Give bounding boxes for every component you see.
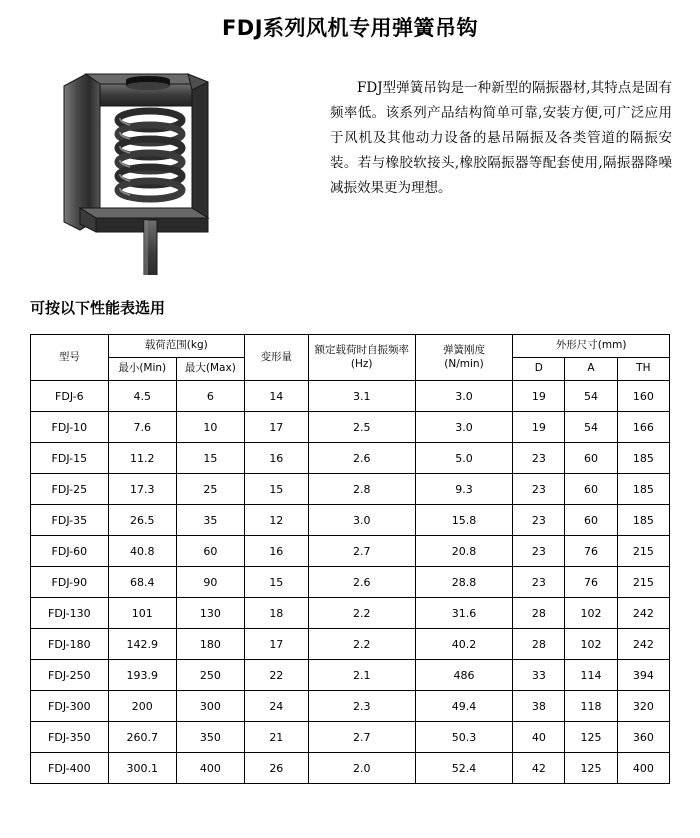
- cell-model: FDJ-180: [31, 629, 109, 660]
- cell-dim-d: 23: [513, 536, 565, 567]
- cell-dim-th: 360: [617, 722, 669, 753]
- cell-dim-d: 23: [513, 443, 565, 474]
- cell-deflection: 14: [244, 381, 308, 412]
- cell-frequency: 2.1: [308, 660, 415, 691]
- cell-load-min: 7.6: [108, 412, 176, 443]
- spring-hanger-icon: [26, 60, 326, 275]
- header-dim-th: TH: [617, 358, 669, 381]
- cell-frequency: 2.6: [308, 443, 415, 474]
- cell-dim-a: 102: [565, 598, 617, 629]
- cell-dim-th: 242: [617, 629, 669, 660]
- cell-dim-th: 160: [617, 381, 669, 412]
- cell-dim-a: 125: [565, 753, 617, 784]
- intro-paragraph: FDJ型弹簧吊钩是一种新型的隔振器材,其特点是固有频率低。该系列产品结构简单可靠,安装方便,可广泛应用于风机及其他动力设备的悬吊隔振及各类管道的隔振安装。若与橡胶软接头,橡胶隔振器等配套使用,隔振器降噪减振效果更为理想。: [330, 80, 672, 196]
- cell-dim-a: 118: [565, 691, 617, 722]
- cell-load-min: 260.7: [108, 722, 176, 753]
- cell-stiffness: 15.8: [415, 505, 513, 536]
- cell-dim-d: 38: [513, 691, 565, 722]
- spec-table-body: [31, 381, 670, 784]
- cell-dim-a: 54: [565, 412, 617, 443]
- cell-load-max: 300: [176, 691, 244, 722]
- cell-deflection: 26: [244, 753, 308, 784]
- cell-stiffness: 50.3: [415, 722, 513, 753]
- cell-dim-d: 33: [513, 660, 565, 691]
- cell-dim-th: 320: [617, 691, 669, 722]
- header-load-min: 最小(Min): [108, 358, 176, 381]
- cell-deflection: 15: [244, 567, 308, 598]
- cell-dim-a: 60: [565, 505, 617, 536]
- cell-load-min: 26.5: [108, 505, 176, 536]
- cell-stiffness: 28.8: [415, 567, 513, 598]
- cell-deflection: 18: [244, 598, 308, 629]
- cell-deflection: 21: [244, 722, 308, 753]
- cell-load-min: 200: [108, 691, 176, 722]
- cell-stiffness: 31.6: [415, 598, 513, 629]
- cell-dim-th: 185: [617, 474, 669, 505]
- header-frequency-line2: (Hz): [350, 357, 373, 370]
- table-row: [31, 722, 670, 753]
- cell-load-min: 17.3: [108, 474, 176, 505]
- cell-model: FDJ-15: [31, 443, 109, 474]
- cell-dim-a: 76: [565, 567, 617, 598]
- cell-deflection: 17: [244, 412, 308, 443]
- cell-frequency: 2.7: [308, 722, 415, 753]
- product-figure: [26, 60, 326, 275]
- spec-table-head: [31, 335, 670, 381]
- cell-frequency: 3.0: [308, 505, 415, 536]
- cell-dim-a: 114: [565, 660, 617, 691]
- header-dim-d: D: [513, 358, 565, 381]
- table-row: [31, 505, 670, 536]
- cell-stiffness: 49.4: [415, 691, 513, 722]
- cell-load-min: 4.5: [108, 381, 176, 412]
- cell-frequency: 2.5: [308, 412, 415, 443]
- cell-load-max: 25: [176, 474, 244, 505]
- cell-stiffness: 5.0: [415, 443, 513, 474]
- cell-dim-d: 19: [513, 412, 565, 443]
- table-row: [31, 536, 670, 567]
- cell-stiffness: 52.4: [415, 753, 513, 784]
- cell-load-min: 300.1: [108, 753, 176, 784]
- cell-load-min: 193.9: [108, 660, 176, 691]
- table-row: [31, 381, 670, 412]
- cell-stiffness: 40.2: [415, 629, 513, 660]
- header-stiffness: [415, 335, 513, 381]
- cell-dim-th: 185: [617, 443, 669, 474]
- cell-model: FDJ-25: [31, 474, 109, 505]
- cell-load-max: 180: [176, 629, 244, 660]
- cell-load-max: 60: [176, 536, 244, 567]
- header-dim-a: A: [565, 358, 617, 381]
- cell-dim-a: 125: [565, 722, 617, 753]
- spec-table: [30, 334, 670, 784]
- table-row: [31, 598, 670, 629]
- page-title: FDJ系列风机专用弹簧吊钩: [221, 16, 479, 40]
- cell-dim-th: 400: [617, 753, 669, 784]
- cell-frequency: 2.7: [308, 536, 415, 567]
- header-model: 型号: [31, 335, 109, 381]
- cell-frequency: 2.2: [308, 598, 415, 629]
- cell-model: FDJ-90: [31, 567, 109, 598]
- header-frequency: [308, 335, 415, 381]
- cell-model: FDJ-250: [31, 660, 109, 691]
- cell-model: FDJ-130: [31, 598, 109, 629]
- cell-deflection: 22: [244, 660, 308, 691]
- header-frequency-line1: 额定载荷时自振频率: [314, 344, 409, 357]
- cell-load-max: 250: [176, 660, 244, 691]
- cell-dim-a: 54: [565, 381, 617, 412]
- cell-load-min: 101: [108, 598, 176, 629]
- cell-dim-a: 102: [565, 629, 617, 660]
- cell-deflection: 24: [244, 691, 308, 722]
- cell-frequency: 3.1: [308, 381, 415, 412]
- cell-stiffness: 20.8: [415, 536, 513, 567]
- cell-load-max: 400: [176, 753, 244, 784]
- cell-load-max: 350: [176, 722, 244, 753]
- cell-deflection: 12: [244, 505, 308, 536]
- cell-model: FDJ-10: [31, 412, 109, 443]
- cell-model: FDJ-400: [31, 753, 109, 784]
- header-load-max: 最大(Max): [176, 358, 244, 381]
- cell-dim-a: 76: [565, 536, 617, 567]
- header-stiffness-line2: (N/min): [444, 357, 484, 370]
- cell-dim-a: 60: [565, 474, 617, 505]
- cell-dim-d: 28: [513, 629, 565, 660]
- cell-stiffness: 486: [415, 660, 513, 691]
- cell-deflection: 16: [244, 443, 308, 474]
- header-load-range: 载荷范围(kg): [108, 335, 244, 358]
- table-row: [31, 412, 670, 443]
- cell-load-max: 130: [176, 598, 244, 629]
- cell-dim-d: 40: [513, 722, 565, 753]
- cell-dim-d: 19: [513, 381, 565, 412]
- cell-frequency: 2.6: [308, 567, 415, 598]
- cell-frequency: 2.3: [308, 691, 415, 722]
- cell-frequency: 2.0: [308, 753, 415, 784]
- cell-model: FDJ-6: [31, 381, 109, 412]
- table-row: [31, 567, 670, 598]
- cell-deflection: 15: [244, 474, 308, 505]
- spec-table-wrapper: [30, 334, 670, 784]
- cell-load-min: 11.2: [108, 443, 176, 474]
- cell-dim-th: 242: [617, 598, 669, 629]
- table-row: [31, 474, 670, 505]
- cell-load-max: 10: [176, 412, 244, 443]
- cell-load-min: 40.8: [108, 536, 176, 567]
- cell-stiffness: 3.0: [415, 381, 513, 412]
- table-row: [31, 660, 670, 691]
- cell-load-min: 142.9: [108, 629, 176, 660]
- cell-deflection: 17: [244, 629, 308, 660]
- cell-dim-d: 28: [513, 598, 565, 629]
- table-row: [31, 753, 670, 784]
- cell-model: FDJ-35: [31, 505, 109, 536]
- header-row-1: [31, 335, 670, 358]
- cell-load-max: 90: [176, 567, 244, 598]
- section-heading: 可按以下性能表选用: [30, 299, 166, 317]
- cell-load-max: 35: [176, 505, 244, 536]
- header-deflection: 变形量: [244, 335, 308, 381]
- cell-dim-th: 394: [617, 660, 669, 691]
- cell-dim-d: 23: [513, 505, 565, 536]
- cell-model: FDJ-350: [31, 722, 109, 753]
- cell-deflection: 16: [244, 536, 308, 567]
- cell-load-max: 6: [176, 381, 244, 412]
- cell-load-max: 15: [176, 443, 244, 474]
- cell-dim-th: 215: [617, 567, 669, 598]
- header-stiffness-line1: 弹簧刚度: [442, 344, 485, 357]
- cell-dim-th: 185: [617, 505, 669, 536]
- intro-section: [0, 60, 700, 275]
- cell-dim-a: 60: [565, 443, 617, 474]
- cell-dim-th: 166: [617, 412, 669, 443]
- cell-dim-d: 23: [513, 474, 565, 505]
- cell-dim-d: 23: [513, 567, 565, 598]
- cell-dim-th: 215: [617, 536, 669, 567]
- table-row: [31, 443, 670, 474]
- cell-load-min: 68.4: [108, 567, 176, 598]
- header-dimensions: 外形尺寸(mm): [513, 335, 670, 358]
- table-row: [31, 629, 670, 660]
- table-row: [31, 691, 670, 722]
- cell-stiffness: 9.3: [415, 474, 513, 505]
- cell-stiffness: 3.0: [415, 412, 513, 443]
- cell-frequency: 2.8: [308, 474, 415, 505]
- cell-model: FDJ-60: [31, 536, 109, 567]
- cell-model: FDJ-300: [31, 691, 109, 722]
- cell-dim-d: 42: [513, 753, 565, 784]
- cell-frequency: 2.2: [308, 629, 415, 660]
